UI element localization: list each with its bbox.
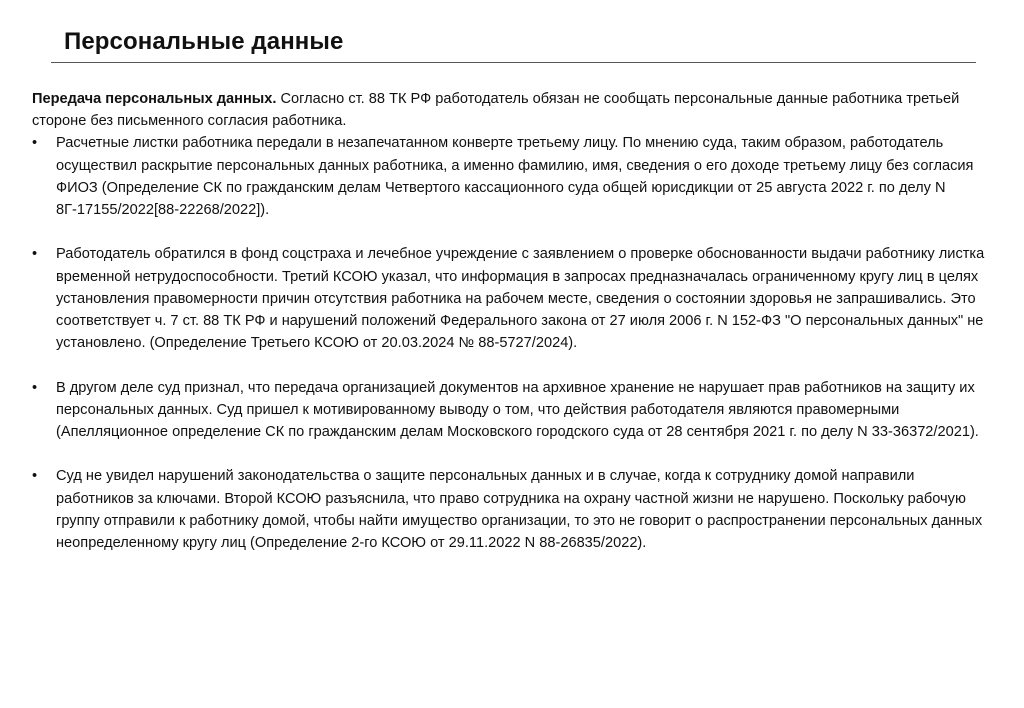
lead-text: Согласно ст. 88 ТК РФ работодатель обязан не сообщать персональные данные работника третьей стороне без письменного согласия работника. bbox=[32, 91, 960, 130]
bullet-icon: • bbox=[32, 379, 38, 396]
list-item bbox=[32, 132, 994, 221]
list-item bbox=[32, 243, 994, 354]
bullet-icon: • bbox=[32, 468, 38, 485]
bullet-text: Работодатель обратился в фонд соцстраха и лечебное учреждение с заявлением о проверке обоснованности выдачи работнику листка временной нетрудоспособности. Третий КСОЮ указал, что информация в запросах предназначалась ограниченному кругу лиц в целях установления правомерности причин отсутствия работника на рабочем месте, сведения о состоянии здоровья не запрашивались. Это соответствует ч. 7 ст. 88 ТК РФ и нарушений положений Федерального закона от 27 июля 2006 г. N 152-ФЗ "О персональных данных" не установлено. (Определение Третьего КСОЮ от 20.03.2024 № 88-5727/2024). bbox=[56, 246, 985, 352]
bullet-icon: • bbox=[32, 135, 38, 152]
slide-content bbox=[32, 88, 994, 554]
lead-heading: Передача персональных данных. bbox=[32, 91, 277, 107]
bullet-list bbox=[32, 132, 994, 554]
bullet-icon: • bbox=[32, 246, 38, 263]
title-divider bbox=[51, 62, 976, 63]
bullet-text: Расчетные листки работника передали в незапечатанном конверте третьему лицу. По мнению суда, таким образом, работодатель осуществил раскрытие персональных данных работника, а именно фамилию, имя, сведения о его доходе третьему лицу без согласия ФИОЗ (Определение СК по гражданским делам Четвертого кассационного суда общей юрисдикции от 25 августа 2022 г. по делу N 8Г-17155/2022[88-22268/2022]). bbox=[56, 135, 974, 219]
slide-title: Персональные данные bbox=[64, 28, 344, 55]
list-item bbox=[32, 377, 994, 444]
lead-paragraph bbox=[32, 88, 994, 132]
bullet-text: В другом деле суд признал, что передача организацией документов на архивное хранение не нарушает прав работников на защиту их персональных данных. Суд пришел к мотивированному выводу о том, что действия работодателя являются правомерными (Апелляционное определение СК по гражданским делам Московского городского суда от 28 сентября 2021 г. по делу N 33-36372/2021). bbox=[56, 379, 979, 441]
list-item bbox=[32, 465, 994, 554]
bullet-text: Суд не увидел нарушений законодательства о защите персональных данных и в случае, когда к сотруднику домой направили работников за ключами. Второй КСОЮ разъяснила, что право сотрудника на охрану частной жизни не нарушено. Поскольку рабочую группу отправили к работнику домой, чтобы найти имущество организации, то это не говорит о распространении персональных данных неопределенному кругу лиц (Определение 2-го КСОЮ от 29.11.2022 N 88-26835/2022). bbox=[56, 468, 983, 552]
